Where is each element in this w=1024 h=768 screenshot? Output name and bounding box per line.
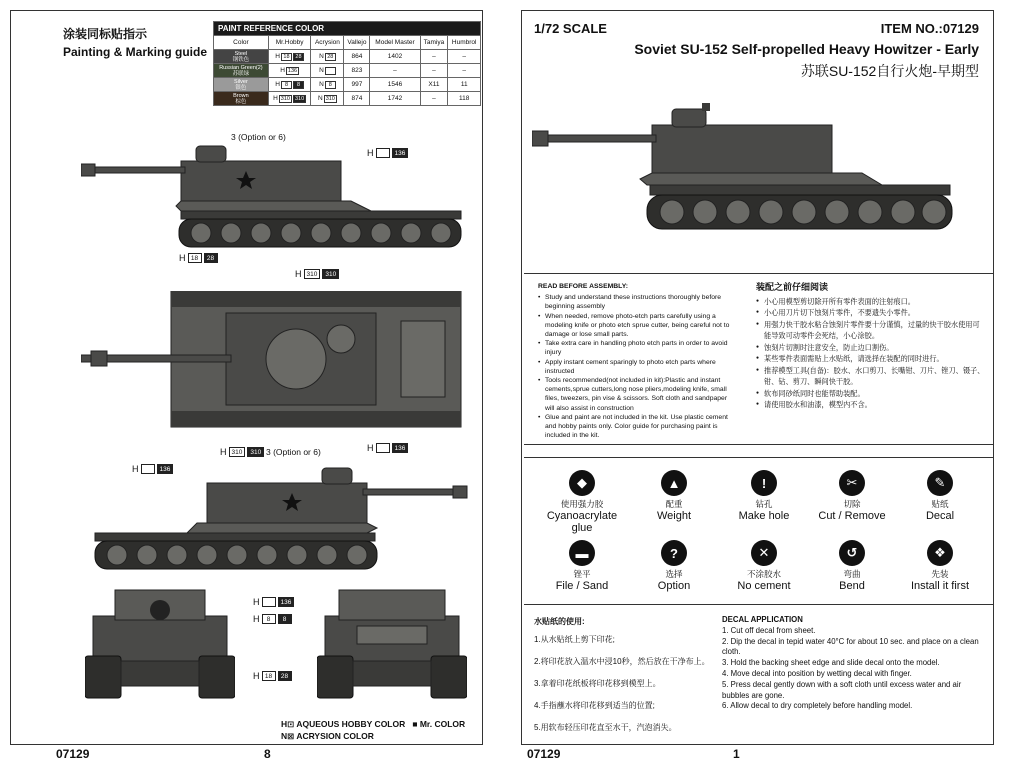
- callout-h: H: [253, 597, 260, 607]
- acrysion-code: [319, 53, 336, 61]
- instruction-item: • Take extra care in handling photo etch parts in order to avoid injury: [538, 339, 738, 357]
- symbol-label-en: File / Sand: [555, 580, 609, 592]
- weight-icon: ▲: [661, 470, 687, 496]
- acrysion-n: N: [317, 95, 323, 102]
- callout-num-a: 8: [262, 614, 276, 624]
- instruction-item: ● 推荐模型工具(自备)：胶水、水口剪刀、长嘴钳、刀片、锉刀、镊子、钳、钻、剪刀、瞬间快干胶。: [756, 365, 986, 388]
- option-icon: ?: [661, 540, 687, 566]
- top-callout-310: [295, 269, 339, 279]
- hobby-num: 8: [281, 81, 292, 89]
- model-master-cell: 1742: [370, 92, 420, 106]
- hobby-code: [273, 95, 306, 103]
- rear-callout-18-28: [253, 671, 292, 681]
- rear-callout-136: [253, 597, 294, 607]
- symbol-label-cn: 不涂胶水: [746, 569, 781, 579]
- bend-icon: ↺: [839, 540, 865, 566]
- decal-instructions-cn: [534, 615, 724, 739]
- callout-num-b: 310: [322, 269, 339, 279]
- decal-application: [524, 615, 993, 743]
- symbol-label-cn: 配重: [665, 499, 683, 509]
- decal-step: 2. Dip the decal in tepid water 40°C for about 10 sec. and place on a clean cloth.: [722, 636, 979, 657]
- legend-aqueous-prefix: H: [281, 719, 288, 729]
- read-before-en: [538, 282, 738, 440]
- tamiya-cell: –: [420, 50, 448, 64]
- instruction-cover-page: [521, 10, 994, 745]
- decal-step: 5. Press decal gently down with a soft cloth until excess water and air bubbles are gone.: [722, 679, 962, 700]
- color-swatch-cell: [214, 78, 269, 92]
- symbol-install-first: [896, 540, 984, 592]
- side-view-left-facing: [81, 141, 471, 251]
- callout-h: H: [253, 614, 260, 624]
- paint-table-header-cell: Acrysion: [311, 36, 344, 50]
- symbol-label-cn: 先装: [931, 569, 949, 579]
- humbrol-cell: 118: [448, 92, 481, 106]
- symbol-label-cn: 锉平: [573, 569, 591, 579]
- symbol-label-cn: 弯曲: [843, 569, 861, 579]
- symbol-cut: [808, 470, 896, 522]
- decal-instructions-en: [722, 615, 990, 712]
- decal-step: 3.拿着印花纸板将印花移到模型上。: [534, 679, 661, 688]
- front-view: [85, 586, 235, 701]
- tamiya-cell: X11: [420, 78, 448, 92]
- mr-hobby-cell: [268, 92, 311, 106]
- callout-h: H: [367, 148, 374, 158]
- acrysion-num: 8: [325, 81, 336, 89]
- symbol-option: [630, 540, 718, 592]
- instruction-item: • When needed, remove photo-etch parts carefully using a modeling knife or photo etch sprue cutter, being careful not to damage or lose small parts.: [538, 312, 738, 340]
- decal-step: 1. Cut off decal from sheet.: [722, 625, 816, 635]
- instruction-item: ● 小心用模型剪切除开所有零件表面的注射痕口。: [756, 296, 986, 308]
- read-before-assembly: [524, 273, 993, 445]
- tamiya-cell: –: [420, 92, 448, 106]
- callout-num-b: 310: [247, 447, 264, 457]
- read-before-list-cn: [756, 296, 986, 411]
- vallejo-cell: 997: [344, 78, 370, 92]
- item-number: ITEM NO.:07129: [880, 21, 979, 36]
- painting-guide-title: [63, 25, 207, 61]
- callout-box: [376, 443, 390, 453]
- acrysion-code: [319, 81, 336, 89]
- decal-icon: ✎: [927, 470, 953, 496]
- hobby-h: H: [275, 81, 280, 88]
- acrysion-cell: [311, 64, 344, 78]
- paint-table-row: [214, 92, 481, 106]
- instruction-item: • Glue and paint are not included in the kit. Use plastic cement and hobby paints only. Color guide for purchasing paint is included in the kit.: [538, 413, 738, 441]
- read-before-title-cn: 装配之前仔细阅读: [756, 282, 829, 292]
- callout-num-b: 28: [204, 253, 218, 263]
- rear-callout-8: [253, 614, 292, 624]
- callout-num: 136: [278, 597, 295, 607]
- paint-table-row: [214, 78, 481, 92]
- hobby-mr-color: 8: [293, 81, 304, 89]
- instruction-item: ● 请使用胶水和油漆，模型内不含。: [756, 399, 986, 411]
- symbol-drill: [720, 470, 808, 522]
- legend-acrysion-label: ACRYSION COLOR: [296, 731, 374, 741]
- symbol-label-cn: 钻孔: [755, 499, 773, 509]
- cut-icon: ✂: [839, 470, 865, 496]
- callout-num-a: 18: [262, 671, 276, 681]
- side2-option-note: 3 (Option or 6): [266, 447, 321, 457]
- mr-hobby-cell: [268, 50, 311, 64]
- symbol-label-cn: 切除: [843, 499, 861, 509]
- instruction-item: • Apply instant cement sparingly to photo etch parts where instructed: [538, 358, 738, 376]
- model-master-cell: 1402: [370, 50, 420, 64]
- hobby-num: 310: [280, 95, 290, 102]
- symbol-decal: [896, 470, 984, 522]
- color-name-en: Silver: [234, 78, 248, 85]
- symbol-label-en: Make hole: [738, 510, 790, 522]
- guide-title-cn: 涂装同标贴指示: [63, 27, 148, 41]
- callout-h: H: [367, 443, 374, 453]
- color-name-cn: 钢铁色: [232, 56, 250, 63]
- symbol-label-cn: 使用强力胶: [560, 499, 604, 509]
- paint-table-header-cell: Model Master: [370, 36, 420, 50]
- symbol-weight: [630, 470, 718, 522]
- callout-num-a: 18: [188, 253, 202, 263]
- callout-box: [262, 597, 276, 607]
- no-cement-icon: ✕: [751, 540, 777, 566]
- paint-table-header: [214, 36, 481, 50]
- symbol-label-en: Cyanoacrylate glue: [546, 510, 618, 534]
- acrysion-code: [319, 67, 336, 75]
- kit-title-en: Soviet SU-152 Self-propelled Heavy Howitzer - Early: [634, 41, 979, 57]
- instruction-item: ● 蚀刻片切割时注意安全，防止边口割伤。: [756, 342, 986, 354]
- acrysion-n: N: [319, 53, 324, 60]
- legend-acrysion-prefix: N: [281, 731, 288, 741]
- paint-table-header-cell: Mr.Hobby: [268, 36, 311, 50]
- color-swatch-cell: [214, 50, 269, 64]
- legend-aqueous: H⊡ AQUEOUS HOBBY COLOR ■ Mr. COLOR: [281, 719, 466, 729]
- acrysion-code: [318, 95, 337, 103]
- symbol-label-en: Install it first: [910, 580, 970, 592]
- read-before-title-en: READ BEFORE ASSEMBLY:: [538, 283, 629, 290]
- decal-title-en: DECAL APPLICATION: [722, 615, 803, 624]
- paint-table-row: [214, 50, 481, 64]
- left-footer-item: 07129: [56, 747, 90, 761]
- acrysion-cell: [311, 50, 344, 64]
- painting-guide-page: [10, 10, 483, 745]
- symbol-no-cement: [720, 540, 808, 592]
- decal-title-cn: 水贴纸的使用:: [534, 617, 585, 626]
- symbol-label-en: No cement: [737, 580, 791, 592]
- hobby-mr-color: 28: [293, 53, 304, 61]
- instruction-item: • Study and understand these instructions thoroughly before beginning assembly: [538, 293, 738, 311]
- callout-h: H: [295, 269, 302, 279]
- decal-step: 4.手指蘸水将印花移到适当的位置;: [534, 701, 655, 710]
- callout-h: H: [220, 447, 227, 457]
- left-footer-page: 8: [264, 747, 271, 761]
- color-name-cn: 银色: [235, 84, 247, 91]
- symbol-glue-drop: [538, 470, 626, 534]
- callout-num: 136: [392, 148, 409, 158]
- callout-num-b: 8: [278, 614, 292, 624]
- drill-icon: !: [751, 470, 777, 496]
- humbrol-cell: 11: [448, 78, 481, 92]
- side1-callout-18-28: [179, 253, 218, 263]
- hobby-num: 136: [287, 67, 298, 74]
- hobby-code: [275, 81, 304, 89]
- callout-h: H: [179, 253, 186, 263]
- color-swatch-cell: [214, 64, 269, 78]
- model-master-cell: –: [370, 64, 420, 78]
- callout-num-a: 310: [229, 447, 246, 457]
- symbol-label-en: Bend: [839, 580, 865, 592]
- side2-callout-310: [220, 447, 264, 457]
- callout-num: 136: [157, 464, 174, 474]
- hobby-h: H: [275, 53, 280, 60]
- symbol-label-cn: 贴纸: [931, 499, 949, 509]
- file-icon: ▬: [569, 540, 595, 566]
- read-before-list-en: [538, 293, 738, 440]
- humbrol-cell: –: [448, 50, 481, 64]
- callout-num-a: 310: [304, 269, 321, 279]
- hobby-h: H: [280, 67, 285, 74]
- acrysion-cell: [311, 92, 344, 106]
- callout-box: [376, 148, 390, 158]
- mr-hobby-cell: [268, 78, 311, 92]
- decal-step: 3. Hold the backing sheet edge and slide decal onto the model.: [722, 658, 940, 668]
- scale-label: 1/72 SCALE: [534, 21, 607, 36]
- color-swatch-cell: [214, 92, 269, 106]
- color-name-en: Brown: [233, 92, 249, 99]
- decal-step: 4. Move decal into position by wetting decal with finger.: [722, 668, 912, 678]
- hobby-code: [280, 67, 299, 75]
- hobby-mr-color: 310: [294, 95, 305, 102]
- instruction-item: ● 软布同砂纸同时也能帮助装配。: [756, 388, 986, 400]
- top-callout-136: [367, 443, 408, 453]
- legend-aqueous-label: AQUEOUS HOBBY COLOR: [296, 719, 406, 729]
- acrysion-num: 310: [325, 95, 335, 102]
- symbol-label-cn: 选择: [665, 569, 683, 579]
- acrysion-num: 28: [325, 53, 336, 61]
- decal-step: 2.将印花放入温水中浸10秒，然后放在干净布上。: [534, 657, 710, 666]
- color-name-cn: 棕色: [235, 98, 247, 105]
- instruction-item: ● 用强力快干胶水粘合蚀刻片零件要十分谨慎，过量的快干胶水使用可能导致可动零件会死结，小心涂胶。: [756, 319, 986, 342]
- side-view-right-facing: [87, 463, 477, 573]
- symbol-legend: [524, 457, 993, 605]
- right-footer-page: 1: [733, 747, 740, 761]
- kit-box-art-side-view: [532, 103, 962, 243]
- humbrol-cell: –: [448, 64, 481, 78]
- paint-table-row: [214, 64, 481, 78]
- callout-h: H: [253, 671, 260, 681]
- legend-mr-color: Mr. COLOR: [419, 719, 466, 729]
- glue-drop-icon: ◆: [569, 470, 595, 496]
- hobby-h: H: [273, 95, 278, 102]
- instruction-item: • Tools recommended(not included in kit):Plastic and instant cements,sprue cutters,long nose pliers,modeling knife, small files, tweezers, pin vise & scissors. Soft cloth and sandpaper will also assist in construction: [538, 376, 738, 413]
- paint-table-header-cell: Vallejo: [344, 36, 370, 50]
- right-footer-item: 07129: [527, 747, 561, 761]
- paint-table-header-cell: Color: [214, 36, 269, 50]
- symbol-file: [538, 540, 626, 592]
- model-master-cell: 1546: [370, 78, 420, 92]
- instruction-item: ● 某些零件表面需贴上水贴纸，请选择在装配的同时进行。: [756, 353, 986, 365]
- paint-table-header-cell: Tamiya: [420, 36, 448, 50]
- legend-acrysion: N⊠ ACRYSION COLOR: [281, 731, 374, 741]
- vallejo-cell: 874: [344, 92, 370, 106]
- vallejo-cell: 823: [344, 64, 370, 78]
- paint-reference-table: [213, 21, 481, 106]
- symbol-label-en: Decal: [925, 510, 955, 522]
- callout-h: H: [132, 464, 139, 474]
- acrysion-n: N: [319, 81, 324, 88]
- callout-num-b: 28: [278, 671, 292, 681]
- read-before-cn: [756, 282, 986, 411]
- hobby-num: 18: [281, 53, 292, 61]
- symbol-label-en: Weight: [656, 510, 692, 522]
- color-name-en: Steel: [234, 50, 248, 57]
- guide-title-en: Painting & Marking guide: [63, 45, 208, 59]
- decal-step: 1.从水贴纸上剪下印花;: [534, 635, 615, 644]
- side1-callout-136: [367, 148, 408, 158]
- color-name-cn: 苏联绿: [232, 70, 250, 77]
- instruction-item: ● 小心用刀片切下蚀刻片零件，不要遗失小零件。: [756, 307, 986, 319]
- top-view: [81, 291, 471, 431]
- vallejo-cell: 864: [344, 50, 370, 64]
- symbol-label-en: Option: [657, 580, 691, 592]
- tamiya-cell: –: [420, 64, 448, 78]
- kit-title-cn: 苏联SU-152自行火炮-早期型: [800, 63, 979, 79]
- symbol-bend: [808, 540, 896, 592]
- acrysion-num: [325, 67, 336, 75]
- symbol-label-en: Cut / Remove: [818, 510, 886, 522]
- rear-view: [317, 586, 467, 701]
- hobby-code: [275, 53, 304, 61]
- acrysion-cell: [311, 78, 344, 92]
- decal-step: 5.用软布轻压印花直至水干，汽泡消失。: [534, 723, 677, 732]
- callout-num: 136: [392, 443, 409, 453]
- paint-table-caption: PAINT REFERENCE COLOR: [214, 22, 481, 36]
- install-first-icon: ❖: [927, 540, 953, 566]
- color-name-en: Russian Green(2): [219, 64, 263, 71]
- acrysion-n: N: [319, 67, 324, 74]
- side1-option-note: 3 (Option or 6): [231, 132, 286, 142]
- decal-step: 6. Allow decal to dry completely before handling model.: [722, 701, 913, 711]
- paint-table-header-cell: Humbrol: [448, 36, 481, 50]
- mr-hobby-cell: [268, 64, 311, 78]
